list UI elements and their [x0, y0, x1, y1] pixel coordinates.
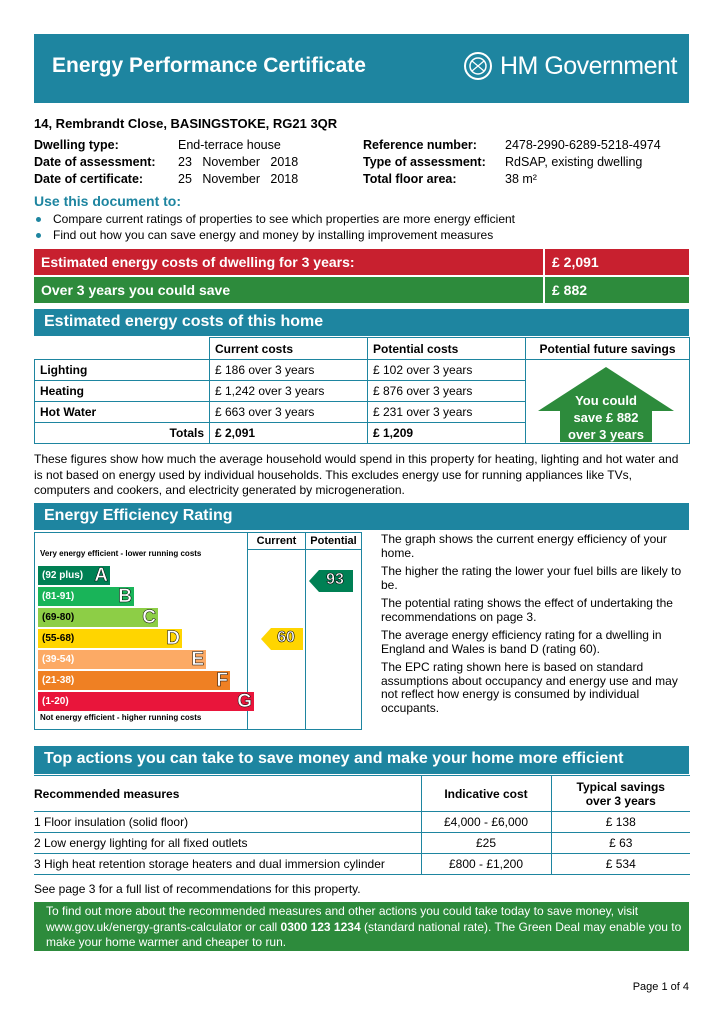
savings-arrow-text: [536, 392, 676, 443]
actions-section-title: Top actions you can take to save money and make your home more efficient: [44, 750, 624, 767]
rating-explanation: [381, 533, 686, 715]
column-divider: [305, 533, 306, 729]
savings-arrow-line3: over 3 years: [568, 427, 644, 442]
use-bullet-2: [36, 228, 493, 242]
hot-water-current: £ 663 over 3 years: [210, 402, 368, 423]
band-range: (55-68): [42, 633, 75, 644]
band-f: [38, 671, 230, 690]
hot-water-potential: £ 231 over 3 years: [368, 402, 526, 423]
band-letter: F: [216, 670, 228, 691]
explain-5: The EPC rating shown here is based on standard assumptions about occupancy and energy use and may not reflect how energy is consumed by individual occupants.: [381, 660, 678, 715]
cost-1: £4,000 - £6,000: [421, 812, 551, 833]
dwelling-type-label: Dwelling type:: [34, 138, 119, 152]
band-range: (21-38): [42, 675, 75, 686]
savings-header: [551, 776, 690, 812]
costs-table: [34, 337, 690, 444]
page-number: Page 1 of 4: [632, 981, 689, 993]
explain-4: The average energy efficiency rating for a dwelling in England and Wales is band D (rating 60).: [381, 628, 662, 656]
top-caption: Very energy efficient - lower running costs: [40, 549, 202, 558]
crest-icon: [462, 51, 494, 81]
dwelling-type-value: End-terrace house: [178, 138, 281, 152]
measure-2: 2 Low energy lighting for all fixed outlets: [34, 833, 421, 854]
lighting-potential: £ 102 over 3 years: [368, 360, 526, 381]
floor-area-label: Total floor area:: [363, 172, 457, 186]
page-title: Energy Performance Certificate: [52, 54, 366, 77]
hm-government-text: HM Government: [500, 52, 677, 80]
footer-text-2: (standard national rate). The Green Deal may enable you to make your home warmer and cheaper to run.: [46, 919, 682, 949]
potential-rating-value: 93: [326, 571, 344, 588]
band-letter: G: [237, 691, 252, 712]
heating-label: Heating: [35, 381, 210, 402]
certificate-date-value: 25 November 2018: [178, 172, 299, 186]
band-letter: E: [191, 649, 204, 670]
reference-number-value: 2478-2990-6289-5218-4974: [505, 138, 661, 152]
bullet-text: Find out how you can save energy and money by installing improvement measures: [53, 228, 494, 242]
current-column-header: Current: [256, 535, 297, 547]
bullet-text: Compare current ratings of properties to see which properties are more energy efficient: [53, 212, 516, 226]
band-letter: C: [142, 607, 156, 628]
could-save-label: Over 3 years you could save: [34, 277, 543, 303]
savings-arrow-line2: save £ 882: [573, 410, 639, 425]
hm-government-logo: [462, 50, 677, 84]
band-letter: D: [166, 628, 180, 649]
savings-arrow-line1: You could: [575, 393, 637, 408]
use-bullet-1: [36, 212, 515, 226]
actions-section-heading: [34, 746, 689, 774]
explain-3: The potential rating shows the effect of undertaking the recommendations on page 3.: [381, 596, 673, 624]
band-range: (39-54): [42, 654, 75, 665]
bottom-caption: Not energy efficient - higher running costs: [40, 713, 202, 722]
savings-header-line2: over 3 years: [585, 793, 656, 808]
use-document-title: Use this document to:: [34, 193, 182, 209]
floor-area-value: 38 m²: [505, 172, 537, 186]
certificate-header: [34, 34, 689, 103]
footer-text-1: To find out more about the recommended measures and other actions you could take today to save money, visit www.gov.uk/energy-grants-calculator or call: [46, 904, 639, 934]
totals-potential: £ 1,209: [368, 423, 526, 444]
bullet-icon: [36, 217, 41, 222]
cost-3: £800 - £1,200: [421, 854, 551, 875]
band-range: (69-80): [42, 612, 75, 623]
assessment-type-value: RdSAP, existing dwelling: [505, 155, 643, 169]
band-e: [38, 650, 206, 669]
totals-label: Totals: [35, 423, 210, 444]
band-range: (1-20): [42, 696, 69, 707]
rating-chart: [34, 532, 362, 730]
costs-section-heading: [34, 309, 689, 336]
estimated-cost-value: £ 2,091: [545, 249, 689, 275]
saving-2: £ 63: [551, 833, 690, 854]
assessment-type-label: Type of assessment:: [363, 155, 486, 169]
green-deal-info: [34, 902, 689, 951]
measure-1: 1 Floor insulation (solid floor): [34, 812, 421, 833]
hot-water-label: Hot Water: [35, 402, 210, 423]
lighting-current: £ 186 over 3 years: [210, 360, 368, 381]
actions-table: [34, 775, 690, 875]
estimated-cost-label: Estimated energy costs of dwelling for 3 years:: [34, 249, 543, 275]
band-range: (81-91): [42, 591, 75, 602]
current-costs-header: Current costs: [210, 338, 368, 360]
see-page-note: See page 3 for a full list of recommendations for this property.: [34, 882, 361, 896]
savings-header-line1: Typical savings: [576, 779, 665, 794]
band-range: (92 plus): [42, 570, 84, 581]
lighting-label: Lighting: [35, 360, 210, 381]
certificate-date-label: Date of certificate:: [34, 172, 144, 186]
bullet-icon: [36, 233, 41, 238]
band-letter: A: [94, 565, 108, 586]
header-divider: [248, 549, 361, 550]
future-savings-header: Potential future savings: [526, 338, 690, 360]
assessment-date-value: 23 November 2018: [178, 155, 299, 169]
measures-header: Recommended measures: [34, 776, 421, 812]
property-address: 14, Rembrandt Close, BASINGSTOKE, RG21 3QR: [34, 116, 338, 131]
explain-1: The graph shows the current energy efficiency of your home.: [381, 532, 667, 560]
could-save-bar: [34, 277, 689, 303]
band-letter: B: [118, 586, 132, 607]
costs-note: These figures show how much the average household would spend in this property for heating, lighting and hot water and is not based on energy used by individual households. This excludes energy use for running appliances like TVs, computers and cookers, and electricity generated by microgeneration.: [34, 452, 679, 497]
band-b: [38, 587, 134, 606]
costs-section-title: Estimated energy costs of this home: [44, 313, 324, 330]
totals-current: £ 2,091: [210, 423, 368, 444]
could-save-value: £ 882: [545, 277, 689, 303]
potential-column-header: Potential: [310, 535, 357, 547]
measure-3: 3 High heat retention storage heaters and dual immersion cylinder: [34, 854, 421, 875]
assessment-date-label: Date of assessment:: [34, 155, 156, 169]
saving-1: £ 138: [551, 812, 690, 833]
current-rating-value: 60: [277, 629, 295, 646]
heating-potential: £ 876 over 3 years: [368, 381, 526, 402]
saving-3: £ 534: [551, 854, 690, 875]
estimated-cost-bar: [34, 249, 689, 275]
heating-current: £ 1,242 over 3 years: [210, 381, 368, 402]
band-a: [38, 566, 110, 585]
cost-2: £25: [421, 833, 551, 854]
potential-costs-header: Potential costs: [368, 338, 526, 360]
cost-header: Indicative cost: [421, 776, 551, 812]
savings-arrow-cell: [526, 360, 690, 444]
rating-section-title: Energy Efficiency Rating: [44, 507, 233, 524]
band-d: [38, 629, 182, 648]
band-c: [38, 608, 158, 627]
explain-2: The higher the rating the lower your fuel bills are likely to be.: [381, 564, 682, 592]
rating-section-heading: [34, 503, 689, 530]
band-g: [38, 692, 254, 711]
footer-phone: 0300 123 1234: [280, 919, 361, 934]
reference-number-label: Reference number:: [363, 138, 477, 152]
